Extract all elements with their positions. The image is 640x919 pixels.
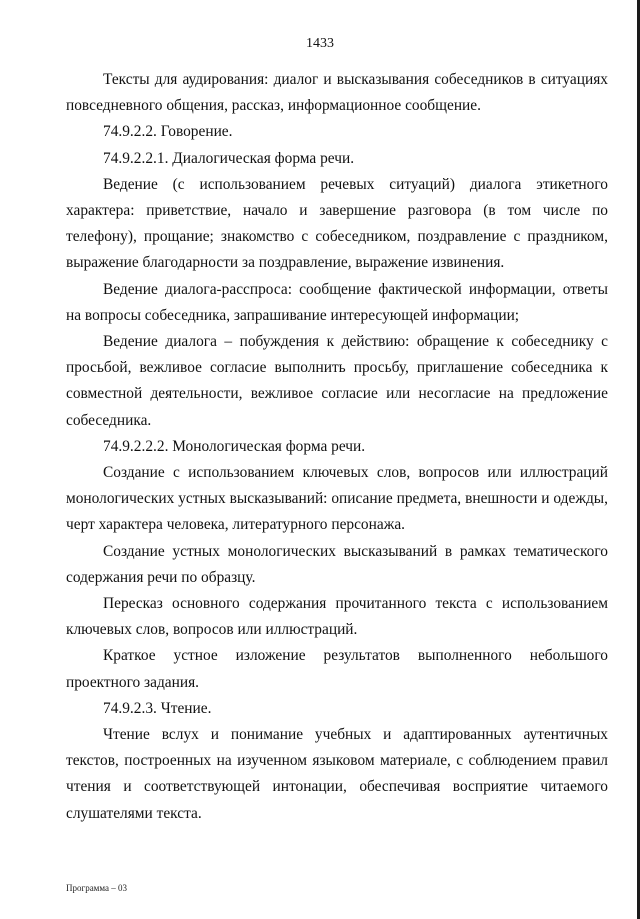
paragraph-retelling: Пересказ основного содержания прочитанного текста с использованием ключевых слов, вопросов или иллюстраций. — [66, 595, 608, 639]
paragraph-listening-texts: Тексты для аудирования: диалог и высказывания собеседников в ситуациях повседневного общения, рассказ, информационное сообщение. — [66, 71, 608, 115]
paragraph-monologue-template: Создание устных монологических высказываний в рамках тематического содержания речи по образцу. — [66, 542, 608, 586]
page-number: 1433 — [306, 36, 334, 51]
page-footer: Программа – 03 — [66, 883, 128, 893]
paragraph-project-summary: Краткое устное изложение результатов выполненного небольшого проектного задания. — [66, 647, 608, 691]
paragraph-etiquette-dialogue: Ведение (с использованием речевых ситуаций) диалога этикетного характера: приветствие, начало и завершение разговора (в том числе по телефону), прощание; знакомство с собеседником, поздравление с праздником, выражение благодарности за поздравление, выражение извинения. — [66, 175, 608, 272]
document-body — [66, 67, 608, 827]
section-heading-reading: 74.9.2.3. Чтение. — [103, 699, 212, 717]
paragraph-reading-aloud: Чтение вслух и понимание учебных и адаптированных аутентичных текстов, построенных на изученном языковом материале, с соблюдением правил чтения и соответствующей интонации, обеспечивая восприятие читаемого слушателями текста. — [66, 726, 608, 822]
subsection-heading-dialogue: 74.9.2.2.1. Диалогическая форма речи. — [103, 149, 355, 167]
paragraph-inquiry-dialogue: Ведение диалога-расспроса: сообщение фактической информации, ответы на вопросы собеседника, запрашивание интересующей информации; — [66, 280, 608, 324]
section-heading-speaking: 74.9.2.2. Говорение. — [103, 123, 233, 141]
subsection-heading-monologue: 74.9.2.2.2. Монологическая форма речи. — [103, 437, 366, 455]
paragraph-action-dialogue: Ведение диалога – побуждения к действию: обращение к собеседнику с просьбой, вежливое согласие выполнить просьбу, приглашение собеседника к совместной деятельности, вежливое согласие или несогласие на предложение собеседника. — [66, 333, 608, 429]
paragraph-monologue-creation: Создание с использованием ключевых слов, вопросов или иллюстраций монологических устных высказываний: описание предмета, внешности и одежды, черт характера человека, литературного персонажа. — [66, 464, 608, 534]
